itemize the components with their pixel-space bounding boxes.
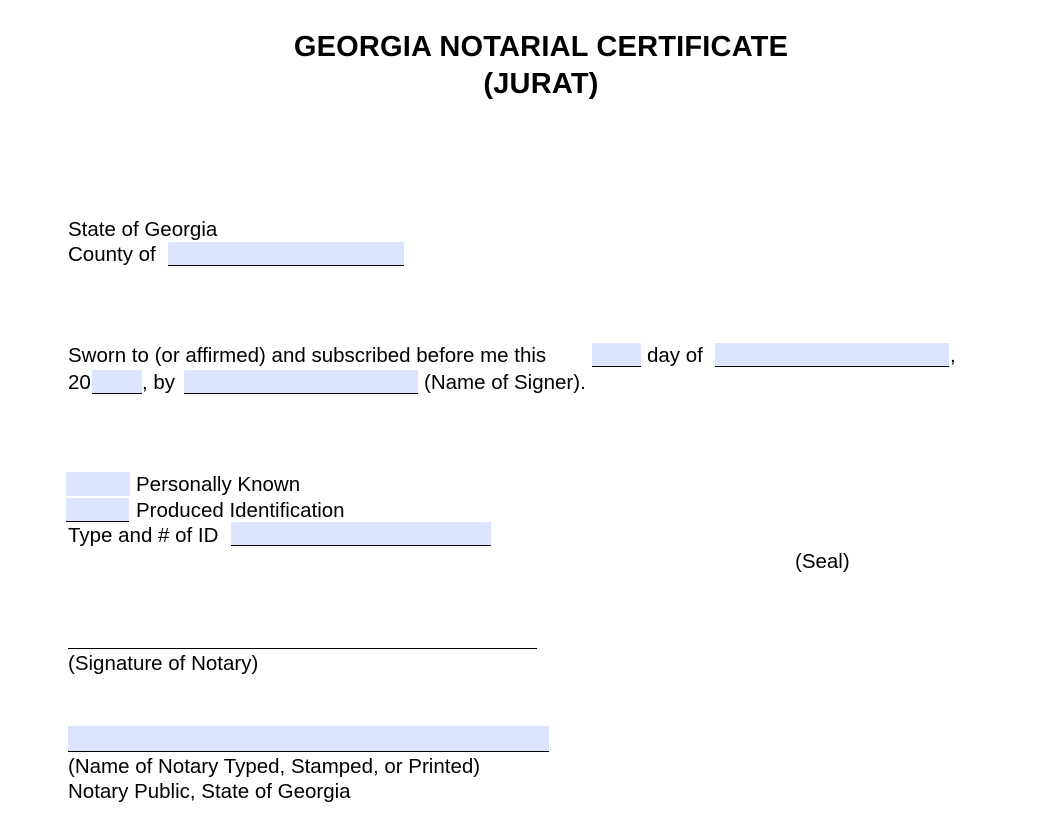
notary-signature-label: (Signature of Notary) [68,652,259,675]
day-field[interactable] [592,343,641,367]
county-label: County of [68,243,156,266]
signer-name-field[interactable] [184,370,418,394]
year-prefix: 20 [68,371,91,394]
by-label: , by [142,371,176,394]
notary-signature-line[interactable] [68,648,537,649]
personally-known-label: Personally Known [136,473,301,496]
state-label: State of Georgia [68,218,218,241]
month-field[interactable] [715,343,949,367]
page-title-line-1: GEORGIA NOTARIAL CERTIFICATE [293,31,789,63]
personally-known-field[interactable] [66,472,130,496]
page-title-line-2: (JURAT) [483,68,599,100]
type-id-field[interactable] [231,522,491,546]
county-field[interactable] [168,242,404,266]
signer-hint: (Name of Signer). [424,371,586,394]
type-id-label: Type and # of ID [68,524,219,547]
oath-line1-text: Sworn to (or affirmed) and subscribed before me this [68,344,547,367]
notary-title: Notary Public, State of Georgia [68,780,351,803]
produced-id-label: Produced Identification [136,499,345,522]
produced-id-field[interactable] [66,498,129,522]
notary-name-label: (Name of Notary Typed, Stamped, or Printed) [68,755,481,778]
year-field[interactable] [92,370,142,394]
month-comma: , [950,344,956,367]
day-of-label: day of [647,344,703,367]
notary-name-field[interactable] [68,726,549,752]
seal-label: (Seal) [795,550,850,573]
